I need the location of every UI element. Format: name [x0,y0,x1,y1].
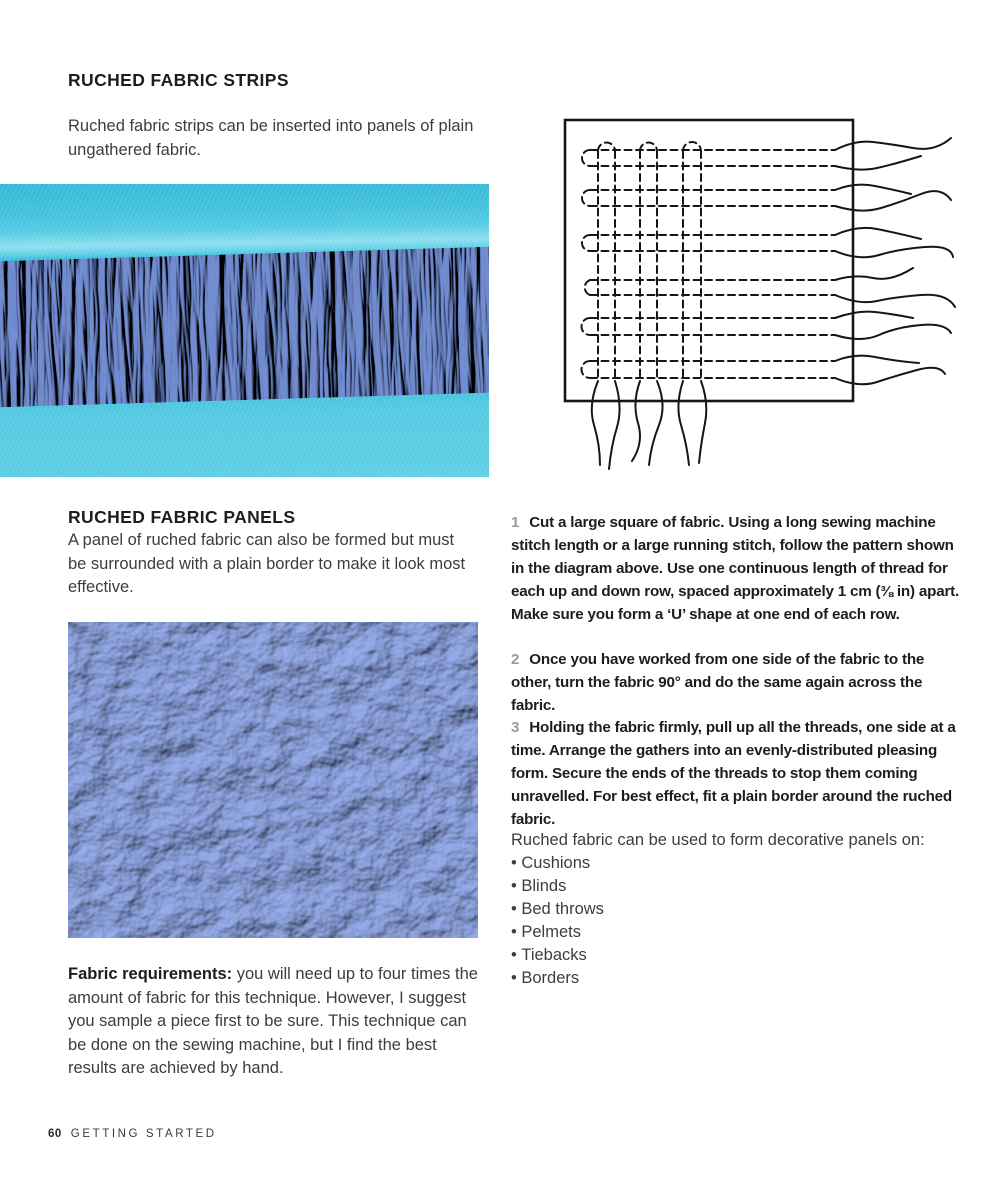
strips-section-heading: RUCHED FABRIC STRIPS [68,70,289,90]
uses-item-blinds: • Blinds [511,875,604,898]
step-1-number: 1 [511,514,520,531]
strips-section-intro: Ruched fabric strips can be inserted into panels of plain ungathered fabric. [68,117,474,159]
uses-item-cushions: • Cushions [511,852,604,875]
uses-item-borders: • Borders [511,967,604,990]
footer-section-title: GETTING STARTED [70,1128,217,1140]
ruched-strip-band [0,247,489,408]
stitch-pattern-diagram [540,98,980,500]
uses-item-tiebacks: • Tiebacks [511,944,604,967]
ruched-strip-photo [0,184,489,477]
ruched-panel-photo [68,622,478,938]
step-1-text: Cut a large square of fabric. Using a long sewing machine stitch length or a large running stitch, follow the pattern shown in the diagram above. Use one continuous length of thread for each up and down row, spaced approximately 1 cm (⅜ in) apart. Make sure you form a ‘U’ shape at one end of each row. [511,514,960,623]
page-footer [48,1128,217,1140]
fabric-requirements [68,963,488,1081]
uses-intro: Ruched fabric can be used to form decorative panels on: [511,831,925,849]
page-number: 60 [48,1128,62,1140]
step-2-number: 2 [511,651,520,668]
uses-item-bed-throws: • Bed throws [511,898,604,921]
uses-list [511,852,604,990]
step-2 [511,648,963,717]
step-3-text: Holding the fabric firmly, pull up all the threads, one side at a time. Arrange the gathers into an evenly-distributed pleasing form. Secure the ends of the threads to stop them coming unravelled. For best effect, fit a plain border around the ruched fabric. [511,719,956,828]
panels-section-intro: A panel of ruched fabric can also be formed but must be surrounded with a plain border to make it look most effective. [68,531,466,596]
uses-item-pelmets: • Pelmets [511,921,604,944]
fabric-requirements-text: you will need up to four times the amount of fabric for this technique. However, I suggest you sample a piece first to be sure. This technique can be done on the sewing machine, but I find the best results are achieved by hand. [68,965,478,1077]
step-1 [511,511,963,626]
step-3 [511,716,963,831]
step-2-text: Once you have worked from one side of the fabric to the other, turn the fabric 90° and do the same again across the fabric. [511,651,925,714]
panels-section-heading: RUCHED FABRIC PANELS [68,507,296,527]
fabric-requirements-label: Fabric requirements: [68,965,233,983]
step-3-number: 3 [511,719,520,736]
